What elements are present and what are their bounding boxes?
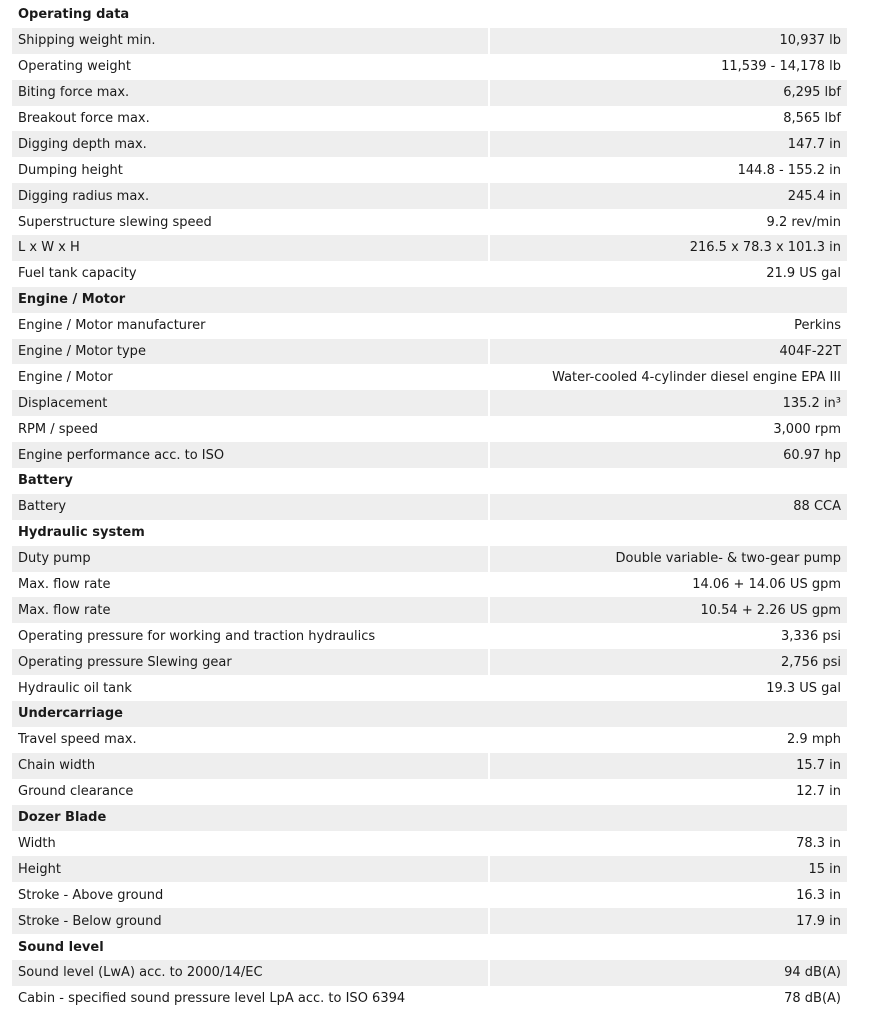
spec-row bbox=[12, 908, 847, 934]
spec-value: 12.7 in bbox=[796, 784, 841, 800]
spec-value: 88 CCA bbox=[490, 494, 847, 520]
spec-label: Hydraulic oil tank bbox=[18, 680, 132, 696]
spec-row bbox=[12, 209, 847, 235]
spec-row bbox=[12, 54, 847, 80]
spec-value: 147.7 in bbox=[490, 131, 847, 157]
spec-value: 17.9 in bbox=[490, 908, 847, 934]
spec-label: Engine / Motor bbox=[18, 369, 113, 385]
spec-row bbox=[12, 623, 847, 649]
spec-row bbox=[12, 131, 847, 157]
spec-row bbox=[12, 986, 847, 1012]
spec-value: 14.06 + 14.06 US gpm bbox=[692, 577, 841, 593]
spec-label: Battery bbox=[12, 494, 488, 520]
section-header bbox=[12, 805, 847, 831]
spec-value: Double variable- & two-gear pump bbox=[490, 546, 847, 572]
section-header bbox=[12, 701, 847, 727]
spec-label: Shipping weight min. bbox=[12, 28, 488, 54]
section-title: Operating data bbox=[18, 7, 130, 23]
spec-row bbox=[12, 364, 847, 390]
spec-label: Breakout force max. bbox=[18, 111, 150, 126]
spec-label: Duty pump bbox=[12, 546, 488, 572]
spec-row bbox=[12, 546, 847, 572]
section-title: Undercarriage bbox=[18, 706, 123, 722]
section-title: Engine / Motor bbox=[18, 292, 126, 308]
spec-label: Operating weight bbox=[18, 59, 131, 75]
spec-value: 60.97 hp bbox=[490, 442, 847, 468]
spec-row bbox=[12, 261, 847, 287]
spec-label: Chain width bbox=[12, 753, 488, 779]
spec-row bbox=[12, 597, 847, 623]
spec-label: Displacement bbox=[12, 390, 488, 416]
spec-value: 21.9 US gal bbox=[766, 266, 841, 282]
spec-value: 78 dB(A) bbox=[784, 991, 841, 1007]
spec-label: Engine / Motor manufacturer bbox=[18, 318, 206, 334]
spec-label: Engine performance acc. to ISO bbox=[12, 442, 488, 468]
spec-value: 135.2 in³ bbox=[490, 390, 847, 416]
spec-value: Water-cooled 4-cylinder diesel engine EPA III bbox=[552, 369, 841, 385]
spec-value: 3,000 rpm bbox=[773, 421, 841, 437]
spec-row bbox=[12, 80, 847, 106]
section-header bbox=[12, 287, 847, 313]
spec-row bbox=[12, 960, 847, 986]
spec-row bbox=[12, 442, 847, 468]
section-title: Sound level bbox=[18, 939, 104, 955]
spec-label: Superstructure slewing speed bbox=[18, 214, 212, 230]
section-header bbox=[12, 2, 847, 28]
spec-row bbox=[12, 416, 847, 442]
section-title: Dozer Blade bbox=[18, 810, 107, 826]
spec-value: 2,756 psi bbox=[490, 649, 847, 675]
spec-label: Stroke - Below ground bbox=[12, 908, 488, 934]
spec-row bbox=[12, 856, 847, 882]
section-title: Hydraulic system bbox=[18, 525, 145, 541]
spec-value: 19.3 US gal bbox=[766, 680, 841, 696]
spec-label: Sound level (LwA) acc. to 2000/14/EC bbox=[12, 960, 488, 986]
spec-label: Max. flow rate bbox=[18, 577, 111, 593]
spec-value: 404F-22T bbox=[490, 339, 847, 365]
spec-table bbox=[12, 2, 847, 1012]
section-header bbox=[12, 520, 847, 546]
section-header bbox=[12, 934, 847, 960]
spec-row bbox=[12, 313, 847, 339]
spec-value: 3,336 psi bbox=[781, 628, 841, 644]
spec-row bbox=[12, 183, 847, 209]
spec-value: 2.9 mph bbox=[787, 732, 841, 748]
spec-row bbox=[12, 572, 847, 598]
section-title: Battery bbox=[18, 473, 73, 489]
spec-label: Height bbox=[12, 856, 488, 882]
spec-label: Operating pressure for working and traction hydraulics bbox=[18, 628, 376, 644]
spec-label: Engine / Motor type bbox=[12, 339, 488, 365]
spec-label: Biting force max. bbox=[12, 80, 488, 106]
spec-value: 15.7 in bbox=[490, 753, 847, 779]
section-header bbox=[12, 468, 847, 494]
spec-row bbox=[12, 339, 847, 365]
spec-label: Fuel tank capacity bbox=[18, 266, 137, 282]
spec-label: Dumping height bbox=[18, 162, 123, 178]
spec-label: Ground clearance bbox=[18, 784, 134, 800]
spec-row bbox=[12, 157, 847, 183]
spec-label: L x W x H bbox=[12, 235, 488, 261]
spec-label: Width bbox=[18, 835, 56, 851]
spec-value: 11,539 - 14,178 lb bbox=[721, 59, 841, 75]
spec-label: RPM / speed bbox=[18, 421, 99, 437]
spec-row bbox=[12, 390, 847, 416]
spec-label: Stroke - Above ground bbox=[18, 887, 164, 903]
spec-label: Cabin - specified sound pressure level LpA acc. to ISO 6394 bbox=[18, 991, 406, 1007]
spec-value: 10,937 lb bbox=[490, 28, 847, 54]
spec-value: 216.5 x 78.3 x 101.3 in bbox=[490, 235, 847, 261]
spec-label: Travel speed max. bbox=[18, 732, 137, 748]
spec-value: 10.54 + 2.26 US gpm bbox=[490, 597, 847, 623]
spec-row bbox=[12, 28, 847, 54]
spec-row bbox=[12, 675, 847, 701]
spec-row bbox=[12, 649, 847, 675]
spec-value: 9.2 rev/min bbox=[766, 214, 841, 230]
spec-row bbox=[12, 753, 847, 779]
spec-value: Perkins bbox=[794, 318, 841, 334]
spec-row bbox=[12, 882, 847, 908]
spec-value: 245.4 in bbox=[490, 183, 847, 209]
spec-label: Operating pressure Slewing gear bbox=[12, 649, 488, 675]
spec-value: 78.3 in bbox=[796, 835, 841, 851]
spec-row bbox=[12, 831, 847, 857]
spec-value: 6,295 lbf bbox=[490, 80, 847, 106]
spec-value: 16.3 in bbox=[796, 887, 841, 903]
spec-value: 8,565 lbf bbox=[783, 111, 841, 126]
spec-row bbox=[12, 106, 847, 132]
spec-label: Digging radius max. bbox=[12, 183, 488, 209]
spec-value: 144.8 - 155.2 in bbox=[737, 162, 841, 178]
spec-label: Max. flow rate bbox=[12, 597, 488, 623]
spec-value: 15 in bbox=[490, 856, 847, 882]
spec-row bbox=[12, 779, 847, 805]
spec-value: 94 dB(A) bbox=[490, 960, 847, 986]
spec-row bbox=[12, 494, 847, 520]
spec-label: Digging depth max. bbox=[12, 131, 488, 157]
spec-row bbox=[12, 235, 847, 261]
spec-row bbox=[12, 727, 847, 753]
